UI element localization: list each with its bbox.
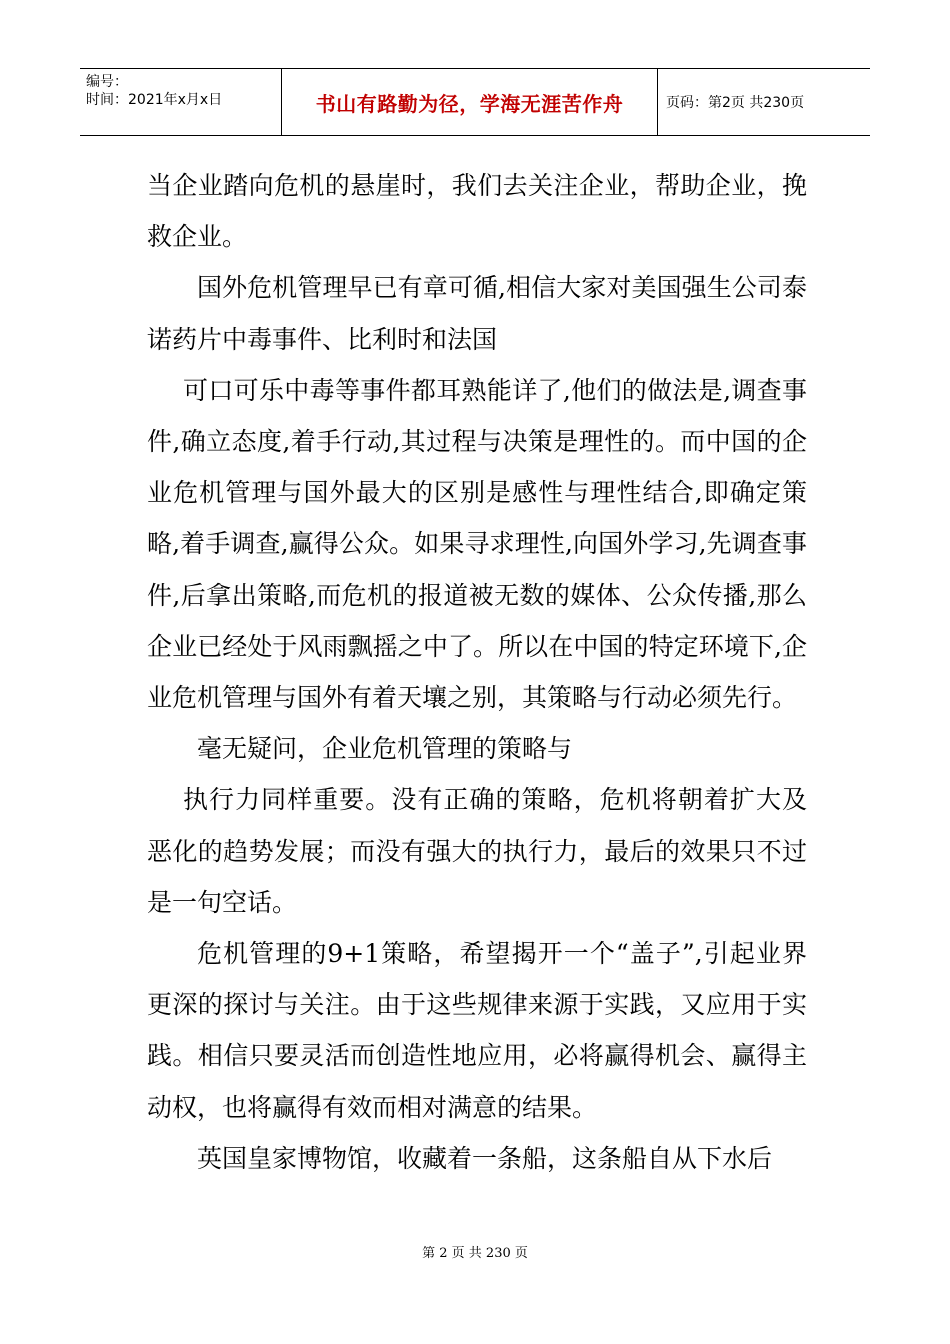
header-motto: 书山有路勤为径，学海无涯苦作舟 xyxy=(282,69,658,135)
paragraph: 危机管理的9+1策略，希望揭开一个“盖子”,引起业界更深的探讨与关注。由于这些规律来源于实践，又应用于实践。相信只要灵活而创造性地应用，必将赢得机会、赢得主动权，也将赢得有效而相对满意的结果。 xyxy=(147,939,807,1122)
document-body xyxy=(147,160,807,1184)
paragraph: 国外危机管理早已有章可循,相信大家对美国强生公司泰诺药片中毒事件、比利时和法国 xyxy=(147,273,807,354)
page-footer: 第 2 页 共 230 页 xyxy=(422,1246,528,1261)
document-header xyxy=(80,68,870,136)
number-label: 编号： xyxy=(86,74,128,90)
paragraph: 英国皇家博物馆，收藏着一条船，这条船自从下水后 xyxy=(197,1143,773,1173)
paragraph: 执行力同样重要。没有正确的策略，危机将朝着扩大及恶化的趋势发展；而没有强大的执行力，最后的效果只不过是一句空话。 xyxy=(147,785,807,917)
paragraph: 当企业踏向危机的悬崖时，我们去关注企业，帮助企业，挽救企业。 xyxy=(147,171,807,252)
header-meta-cell xyxy=(80,69,282,135)
date-label: 时间：2021年x月x日 xyxy=(86,92,223,108)
paragraph: 毫无疑问，企业危机管理的策略与 xyxy=(197,734,573,764)
paragraph: 可口可乐中毒等事件都耳熟能详了,他们的做法是,调查事件,确立态度,着手行动,其过程与决策是理性的。而中国的企业危机管理与国外最大的区别是感性与理性结合,即确定策略,着手调查,赢得公众。如果寻求理性,向国外学习,先调查事件,后拿出策略,而危机的报道被无数的媒体、公众传播,那么企业已经处于风雨飘摇之中了。所以在中国的特定环境下,企业危机管理与国外有着天壤之别，其策略与行动必须先行。 xyxy=(147,375,807,713)
header-page-info: 页码：第2页 共230页 xyxy=(666,95,805,111)
